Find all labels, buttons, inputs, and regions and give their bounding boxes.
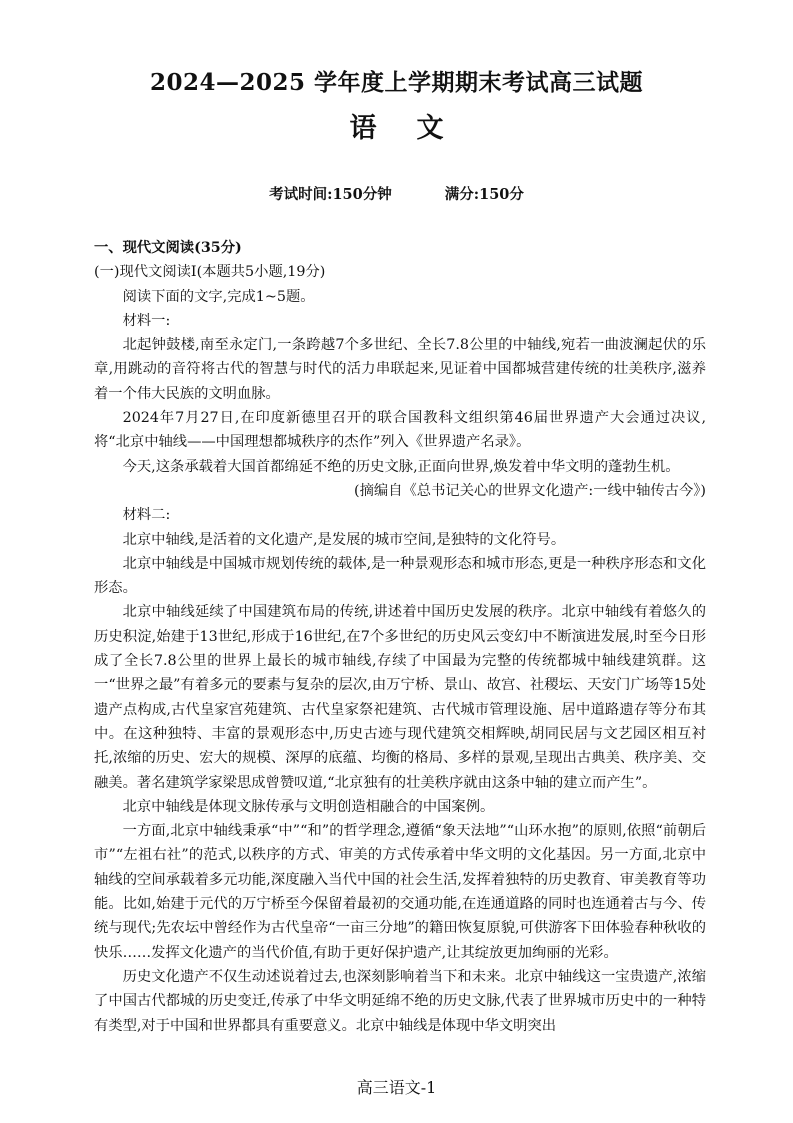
exam-score: 满分:150分 [444,186,524,203]
material2-paragraph: 历史文化遗产不仅生动述说着过去,也深刻影响着当下和未来。北京中轴线这一宝贵遗产,浓缩了中国古代都城的历史变迁,传承了中华文明延绵不绝的历史文脉,代表了世界城市历史中的一种特有类型,对于中国和世界都具有重要意义。北京中轴线是体现中华文明突出 [94,968,706,1034]
subject-title: 语文 [349,113,484,144]
material1-paragraph: 今天,这条承载着大国首都绵延不绝的历史文脉,正面向世界,焕发着中华文明的蓬勃生机。 [122,458,680,475]
exam-time: 考试时间:150分钟 [269,186,392,203]
exam-meta [0,183,793,204]
exam-title: 2024—2025 学年度上学期期末考试高三试题 [149,69,644,96]
material2-label: 材料二: [122,507,171,524]
material1-paragraph: 2024年7月27日,在印度新德里召开的联合国教科文组织第46届世界遗产大会通过决议,将“北京中轴线——中国理想都城秩序的杰作”列入《世界遗产名录》。 [94,410,706,451]
material2-paragraph: 北京中轴线是体现文脉传承与文明创造相融合的中国案例。 [122,798,495,815]
material2-paragraph: 北京中轴线,是活着的文化遗产,是发展的城市空间,是独特的文化符号。 [122,531,566,548]
material1-source: (摘编自《总书记关心的世界文化遗产:一线中轴传古今》) [354,482,706,499]
material2-paragraph: 北京中轴线延续了中国建筑布局的传统,讲述着中国历史发展的秩序。北京中轴线有着悠久的历史积淀,始建于13世纪,形成于16世纪,在7个多世纪的历史风云变幻中不断演进发展,时至今日形成了全长7.8公里的世界上最长的城市轴线,存续了中国最为完整的传统都城中轴线建筑群。这一“世界之最”有着多元的要素与复杂的层次,由万宁桥、景山、故宫、社稷坛、天安门广场等15处遗产点构成,古代皇家宫苑建筑、古代皇家祭祀建筑、古代城市管理设施、居中道路遗存等分布其中。在这种独特、丰富的景观形态中,历史古迹与现代建筑交相辉映,胡同民居与文艺园区相互衬托,浓缩的历史、宏大的规模、深厚的底蕴、均衡的格局、多样的景观,呈现出古典美、秩序美、交融美。著名建筑学家梁思成曾赞叹道,“北京独有的壮美秩序就由这条中轴的建立而产生”。 [94,604,706,791]
material1-label: 材料一: [122,312,171,329]
reading-content [94,236,706,1038]
material1-paragraph: 北起钟鼓楼,南至永定门,一条跨越7个多世纪、全长7.8公里的中轴线,宛若一曲波澜起伏的乐章,用跳动的音符将古代的智慧与时代的活力串联起来,见证着中国都城营建传统的壮美秩序,滋养着一个伟大民族的文明血脉。 [94,337,706,402]
instruction: 阅读下面的文字,完成1~5题。 [122,288,315,305]
section-heading: 一、现代文阅读(35分) [94,240,242,256]
subsection-heading: (一)现代文阅读Ⅰ(本题共5小题,19分) [94,264,326,281]
material2-paragraph: 北京中轴线是中国城市规划传统的载体,是一种景观形态和城市形态,更是一种秩序形态和文化形态。 [94,555,706,597]
material2-paragraph: 一方面,北京中轴线秉承“中”“和”的哲学理念,遵循“象天法地”“山环水抱”的原则,依照“前朝后市”“左祖右社”的范式,以秩序的方式、审美的方式传承着中华文明的文化基因。另一方面,北京中轴线的空间承载着多元功能,深度融入当代中国的社会生活,发挥着独特的历史教育、审美教育等功能。比如,始建于元代的万宁桥至今保留着最初的交通功能,在连通道路的同时也连通着古与今、传统与现代;先农坛中曾经作为古代皇帝“一亩三分地”的籍田恢复原貌,可供游客下田体验春种秋收的快乐……发挥文化遗产的当代价值,有助于更好保护遗产,让其绽放更加绚丽的光彩。 [94,823,706,961]
page-footer: 高三语文-1 [356,1078,437,1097]
